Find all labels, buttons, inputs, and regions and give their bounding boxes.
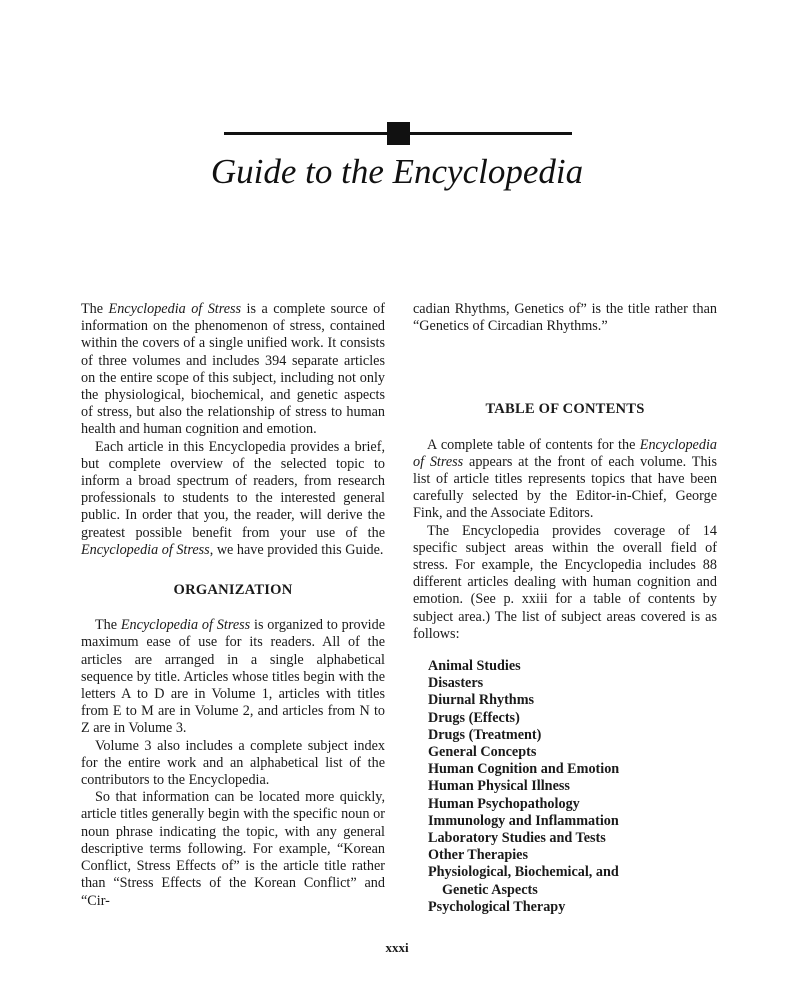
subject-area-item: Immunology and Inflammation (428, 812, 619, 829)
subject-area-item (428, 864, 717, 898)
subject-area-item: Other Therapies (428, 847, 528, 864)
subject-area-item: Animal Studies (428, 658, 521, 675)
subject-area-item: Human Cognition and Emotion (428, 761, 620, 778)
toc-paragraph-1 (413, 437, 717, 523)
text-run: The (81, 301, 109, 317)
book-title-emphasis: Encyclopedia of Stress (81, 541, 210, 558)
text-run: The (95, 617, 121, 634)
subject-area-line-2: Genetic Aspects (442, 881, 538, 898)
subject-area-item: Drugs (Treatment) (428, 726, 542, 743)
subject-area-item: Human Psychopathology (428, 795, 580, 812)
subject-area-item: Laboratory Studies and Tests (428, 830, 606, 847)
book-title-emphasis: Encyclopedia of Stress (108, 301, 242, 317)
organization-heading: ORGANIZATION (173, 582, 293, 599)
text-run: is organized to provide maximum ease of use for its readers. All of the articles are arranged in a single alphabetical sequence by title. Articles whose titles begin with the letters A to D are in Volume 1, articles with titles from E to M are in Volume 2, and articles from N to Z are in Volume 3. (81, 617, 385, 737)
subject-area-item: Drugs (Effects) (428, 709, 520, 726)
book-title-emphasis: Encyclopedia of Stress (120, 617, 251, 634)
subject-area-line-1: Physiological, Biochemical, and (428, 864, 619, 881)
intro-paragraph-1 (81, 301, 385, 439)
subject-area-list (413, 658, 717, 916)
subject-area-item: Psychological Therapy (428, 898, 566, 915)
right-column (413, 301, 717, 916)
title-rule-right (410, 132, 572, 135)
title-ornament-square (387, 122, 410, 145)
page-number: xxxi (385, 940, 409, 955)
text-run: , we have provided this Guide. (209, 541, 384, 558)
left-column (81, 301, 385, 910)
subject-area-item: Human Physical Illness (428, 778, 570, 795)
subject-area-item: Diurnal Rhythms (428, 692, 535, 709)
text-run: is a complete source of information on the phenomenon of stress, contained within the covers of a single unified work. It consists of three volumes and includes 394 separate articles on the entire scope of this subject, including not only the physiological, biochemical, and genetic aspects of stress, but also the relationship of stress to human health and human cognition and emotion. (81, 301, 385, 438)
intro-paragraph-2 (81, 439, 385, 559)
organization-paragraph-1 (81, 617, 385, 737)
text-run: Each article in this Encyclopedia provides a brief, but complete overview of the selected topic to inform a broad spectrum of readers, from research professionals to students to the interested general public. In order that you, the reader, will derive the greatest possible benefit from your use of the (81, 438, 385, 541)
book-title-emphasis: Encyclopedia of Stress (413, 436, 717, 470)
text-run: A complete table of contents for the (427, 436, 640, 453)
text-run: appears at the front of each volume. This list of article titles represents topics that have been carefully selected by the Editor-in-Chief, George Fink, and the Associate Editors. (413, 453, 717, 522)
page-title: Guide to the Encyclopedia (210, 152, 584, 191)
organization-paragraph-3-continued: cadian Rhythms, Genetics of” is the title rather than “Genetics of Circadian Rhythms.” (413, 301, 717, 335)
organization-paragraph-2: Volume 3 also includes a complete subject index for the entire work and an alphabetical list of the contributors to the Encyclopedia. (81, 737, 385, 789)
table-of-contents-heading: TABLE OF CONTENTS (485, 401, 645, 418)
subject-area-item: Disasters (428, 675, 484, 692)
organization-paragraph-3: So that information can be located more quickly, article titles generally begin with the specific noun or noun phrase indicating the topic, with any general descriptive terms following. For example, “Korean Conflict, Stress Effects of” is the article title rather than “Stress Effects of the Korean Conflict” and “Cir- (81, 789, 385, 909)
toc-paragraph-2: The Encyclopedia provides coverage of 14 specific subject areas within the overall field of stress. For example, the Encyclopedia includes 88 different articles dealing with human cognition and emotion. (See p. xxiii for a table of contents by subject area.) The list of subject areas covered is as follows: (413, 522, 717, 642)
subject-area-item: General Concepts (428, 744, 537, 761)
title-rule-left (224, 132, 388, 135)
